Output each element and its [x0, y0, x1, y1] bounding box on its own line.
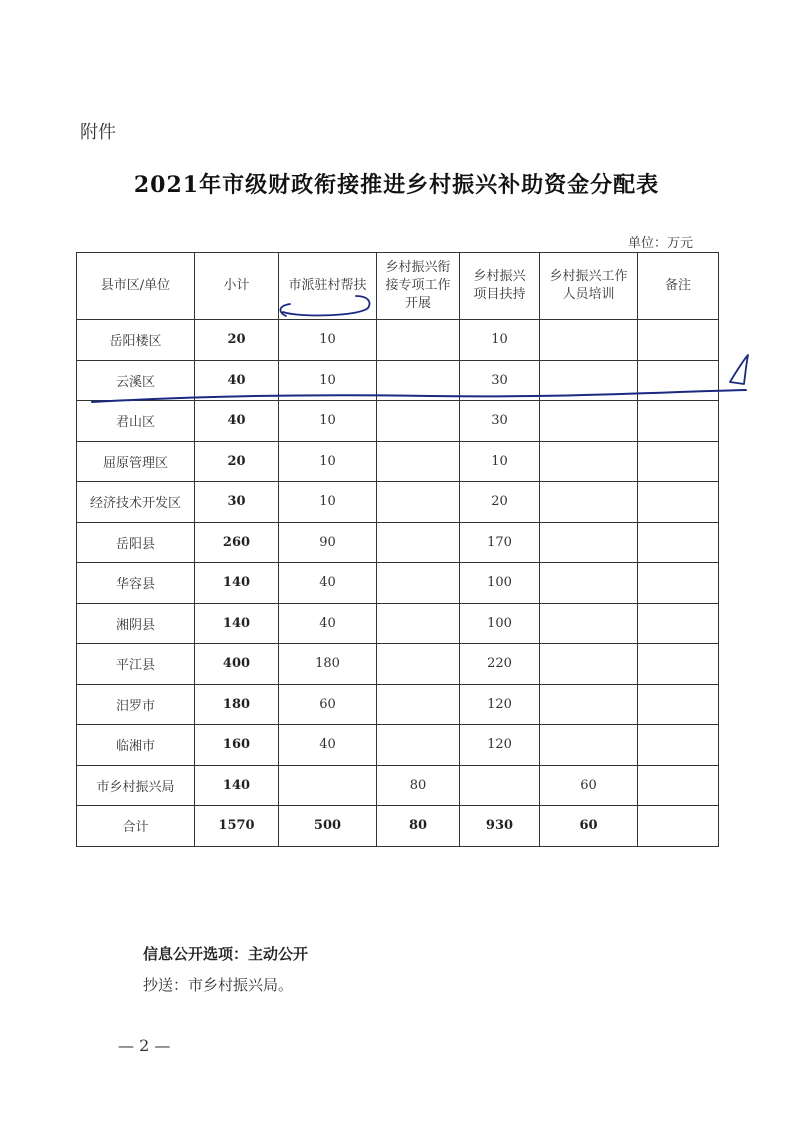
- cell-staff-training: [540, 644, 638, 685]
- cell-region: 华容县: [77, 563, 195, 604]
- table-row: [77, 320, 719, 361]
- cell-staff-training: [540, 320, 638, 361]
- cell-village-support: [279, 765, 377, 806]
- cell-special-work: [377, 320, 460, 361]
- cell-subtotal: 40: [195, 360, 279, 401]
- page-number: — 2 —: [118, 1036, 171, 1055]
- cell-village-support: 10: [279, 401, 377, 442]
- cell-subtotal: 180: [195, 684, 279, 725]
- info-disclosure-line: [143, 943, 308, 964]
- cell-special-work: [377, 482, 460, 523]
- table-row: [77, 563, 719, 604]
- cell-remarks: [638, 603, 719, 644]
- page-title: 2021年市级财政衔接推进乡村振兴补助资金分配表: [133, 172, 660, 198]
- cell-special-work: [377, 725, 460, 766]
- cell-project-support: 100: [460, 603, 540, 644]
- cell-subtotal: 1570: [195, 806, 279, 847]
- cell-special-work: [377, 684, 460, 725]
- cell-project-support: 10: [460, 320, 540, 361]
- cell-staff-training: 60: [540, 765, 638, 806]
- header-village-support: [279, 253, 377, 320]
- cell-project-support: [460, 765, 540, 806]
- table-row: [77, 644, 719, 685]
- cell-staff-training: [540, 563, 638, 604]
- table-total-row: [77, 806, 719, 847]
- cell-remarks: [638, 522, 719, 563]
- cell-special-work: [377, 603, 460, 644]
- cell-region: 市乡村振兴局: [77, 765, 195, 806]
- header-remarks: 备注: [638, 253, 719, 320]
- cell-region: 临湘市: [77, 725, 195, 766]
- pen-margin-mark: [730, 355, 748, 384]
- cell-project-support: 30: [460, 401, 540, 442]
- cell-remarks: [638, 765, 719, 806]
- cell-village-support: 500: [279, 806, 377, 847]
- cell-region: 汨罗市: [77, 684, 195, 725]
- cell-staff-training: [540, 684, 638, 725]
- cell-remarks: [638, 684, 719, 725]
- copy-to-line: 抄送：市乡村振兴局。: [143, 976, 294, 994]
- cell-region: 平江县: [77, 644, 195, 685]
- cell-subtotal: 30: [195, 482, 279, 523]
- attachment-label: 附件: [80, 122, 116, 143]
- table-row: [77, 603, 719, 644]
- cell-special-work: [377, 563, 460, 604]
- cell-village-support: 180: [279, 644, 377, 685]
- cell-project-support: 120: [460, 725, 540, 766]
- cell-subtotal: 140: [195, 563, 279, 604]
- cell-subtotal: 140: [195, 765, 279, 806]
- cell-subtotal: 260: [195, 522, 279, 563]
- table-row: [77, 441, 719, 482]
- cell-village-support: 60: [279, 684, 377, 725]
- cell-remarks: [638, 725, 719, 766]
- cell-special-work: 80: [377, 765, 460, 806]
- header-staff-training: 乡村振兴工作人员培训: [540, 253, 638, 320]
- table-header-row: [77, 253, 719, 320]
- header-village-support-label: 市派驻村帮扶: [288, 278, 367, 293]
- cell-region: 云溪区: [77, 360, 195, 401]
- cell-special-work: [377, 644, 460, 685]
- cell-remarks: [638, 360, 719, 401]
- table-row: [77, 684, 719, 725]
- cell-village-support: 10: [279, 360, 377, 401]
- cell-staff-training: [540, 603, 638, 644]
- cell-special-work: [377, 360, 460, 401]
- unit-label: 单位：万元: [628, 236, 694, 251]
- cell-region: 岳阳县: [77, 522, 195, 563]
- cell-subtotal: 20: [195, 320, 279, 361]
- cell-village-support: 10: [279, 320, 377, 361]
- table-row: [77, 522, 719, 563]
- cell-project-support: 10: [460, 441, 540, 482]
- cell-remarks: [638, 482, 719, 523]
- table-row: [77, 360, 719, 401]
- cell-staff-training: [540, 522, 638, 563]
- cell-region: 屈原管理区: [77, 441, 195, 482]
- table-row: [77, 401, 719, 442]
- cell-special-work: 80: [377, 806, 460, 847]
- header-project-support: 乡村振兴项目扶持: [460, 253, 540, 320]
- cell-staff-training: [540, 725, 638, 766]
- cell-village-support: 40: [279, 725, 377, 766]
- cell-subtotal: 40: [195, 401, 279, 442]
- header-region: 县市区/单位: [77, 253, 195, 320]
- cell-subtotal: 160: [195, 725, 279, 766]
- cell-remarks: [638, 320, 719, 361]
- cell-region: 岳阳楼区: [77, 320, 195, 361]
- cell-staff-training: [540, 441, 638, 482]
- cell-subtotal: 140: [195, 603, 279, 644]
- cell-village-support: 90: [279, 522, 377, 563]
- table-row: [77, 482, 719, 523]
- header-subtotal: 小计: [195, 253, 279, 320]
- cell-project-support: 220: [460, 644, 540, 685]
- cell-village-support: 10: [279, 441, 377, 482]
- cell-subtotal: 20: [195, 441, 279, 482]
- cell-staff-training: 60: [540, 806, 638, 847]
- cell-remarks: [638, 401, 719, 442]
- cell-remarks: [638, 806, 719, 847]
- cell-staff-training: [540, 482, 638, 523]
- cell-region: 湘阴县: [77, 603, 195, 644]
- info-disclosure-label: 信息公开选项：: [143, 945, 249, 963]
- allocation-table: [76, 252, 719, 847]
- cell-remarks: [638, 644, 719, 685]
- cell-special-work: [377, 522, 460, 563]
- cell-region: 君山区: [77, 401, 195, 442]
- header-special-work: 乡村振兴衔接专项工作开展: [377, 253, 460, 320]
- cell-project-support: 20: [460, 482, 540, 523]
- cell-village-support: 40: [279, 563, 377, 604]
- cell-village-support: 10: [279, 482, 377, 523]
- cell-project-support: 930: [460, 806, 540, 847]
- cell-village-support: 40: [279, 603, 377, 644]
- cell-staff-training: [540, 360, 638, 401]
- cell-subtotal: 400: [195, 644, 279, 685]
- cell-project-support: 30: [460, 360, 540, 401]
- cell-remarks: [638, 563, 719, 604]
- table-row: [77, 765, 719, 806]
- cell-region: 经济技术开发区: [77, 482, 195, 523]
- info-disclosure-value: 主动公开: [248, 945, 309, 963]
- cell-special-work: [377, 441, 460, 482]
- cell-remarks: [638, 441, 719, 482]
- cell-project-support: 100: [460, 563, 540, 604]
- cell-staff-training: [540, 401, 638, 442]
- cell-project-support: 170: [460, 522, 540, 563]
- cell-special-work: [377, 401, 460, 442]
- table-row: [77, 725, 719, 766]
- cell-project-support: 120: [460, 684, 540, 725]
- cell-region: 合计: [77, 806, 195, 847]
